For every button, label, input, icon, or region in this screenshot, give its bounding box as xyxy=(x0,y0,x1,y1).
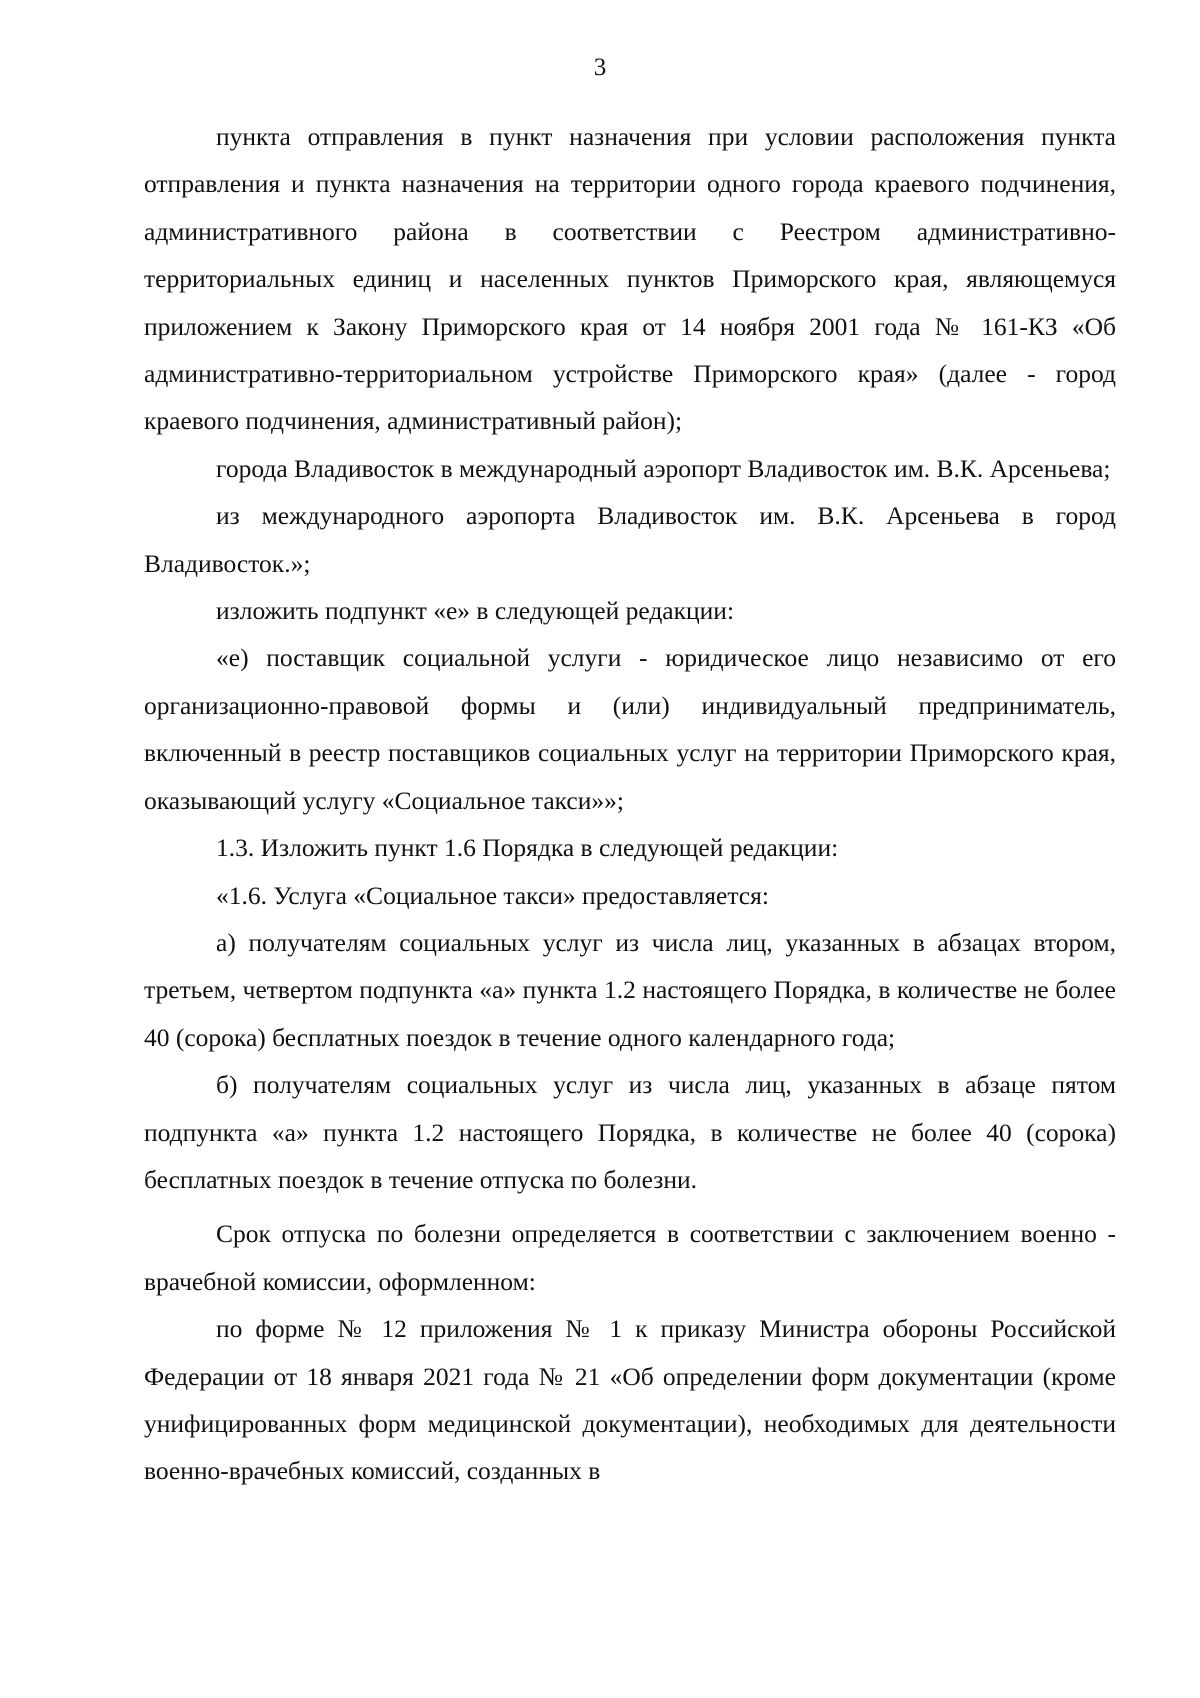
page-number: 3 xyxy=(593,54,607,81)
paragraph-item-b: б) получателям социальных услуг из числа лиц, указанных в абзаце пятом подпункта «а» пункта 1.2 настоящего Порядка, в количестве не более 40 (сорока) бесплатных поездок в течение отпуска по болезни. xyxy=(144,1070,1116,1194)
document-body xyxy=(144,113,1116,1495)
paragraph-departure-destination: пункта отправления в пункт назначения при условии расположения пункта отправления и пункта назначения на территории одного города краевого подчинения, административного района в соответствии с Реестром административно-территориальных единиц и населенных пунктов Приморского края, являющемуся приложением к Закону Приморского края от 14 ноября 2001 года № 161-КЗ «Об административно-территориальном устройстве Приморского края» (далее - город краевого подчинения, административный район); xyxy=(144,122,1116,436)
paragraph-item-1-3: 1.3. Изложить пункт 1.6 Порядка в следующей редакции: xyxy=(216,833,839,863)
paragraph-airport-to-city: из международного аэропорта Владивосток им. В.К. Арсеньева в город Владивосток.»; xyxy=(144,501,1116,578)
paragraph-form-12: по форме № 12 приложения № 1 к приказу Министра обороны Российской Федерации от 18 января 2021 года № 21 «Об определении форм документации (кроме унифицированных форм медицинской документации), необходимых для деятельности военно-врачебных комиссий, созданных в xyxy=(144,1314,1116,1486)
paragraph-item-1-6: «1.6. Услуга «Социальное такси» предоставляется: xyxy=(216,880,769,910)
paragraph-subitem-e: «е) поставщик социальной услуги - юридическое лицо независимо от его организационно-правовой формы и (или) индивидуальный предприниматель, включенный в реестр поставщиков социальных услуг на территории Приморского края, оказывающий услугу «Социальное такси»»; xyxy=(144,643,1116,815)
paragraph-city-to-airport: города Владивосток в международный аэропорт Владивосток им. В.К. Арсеньева; xyxy=(216,453,1111,483)
paragraph-amend-subitem-e: изложить подпункт «е» в следующей редакции: xyxy=(216,596,735,626)
paragraph-item-a: а) получателям социальных услуг из числа лиц, указанных в абзацах втором, третьем, четвертом подпункта «а» пункта 1.2 настоящего Порядка, в количестве не более 40 (сорока) бесплатных поездок в течение одного календарного года; xyxy=(144,927,1116,1052)
paragraph-sick-leave-term: Срок отпуска по болезни определяется в соответствии с заключением военно - врачебной комиссии, оформленном: xyxy=(144,1219,1116,1296)
